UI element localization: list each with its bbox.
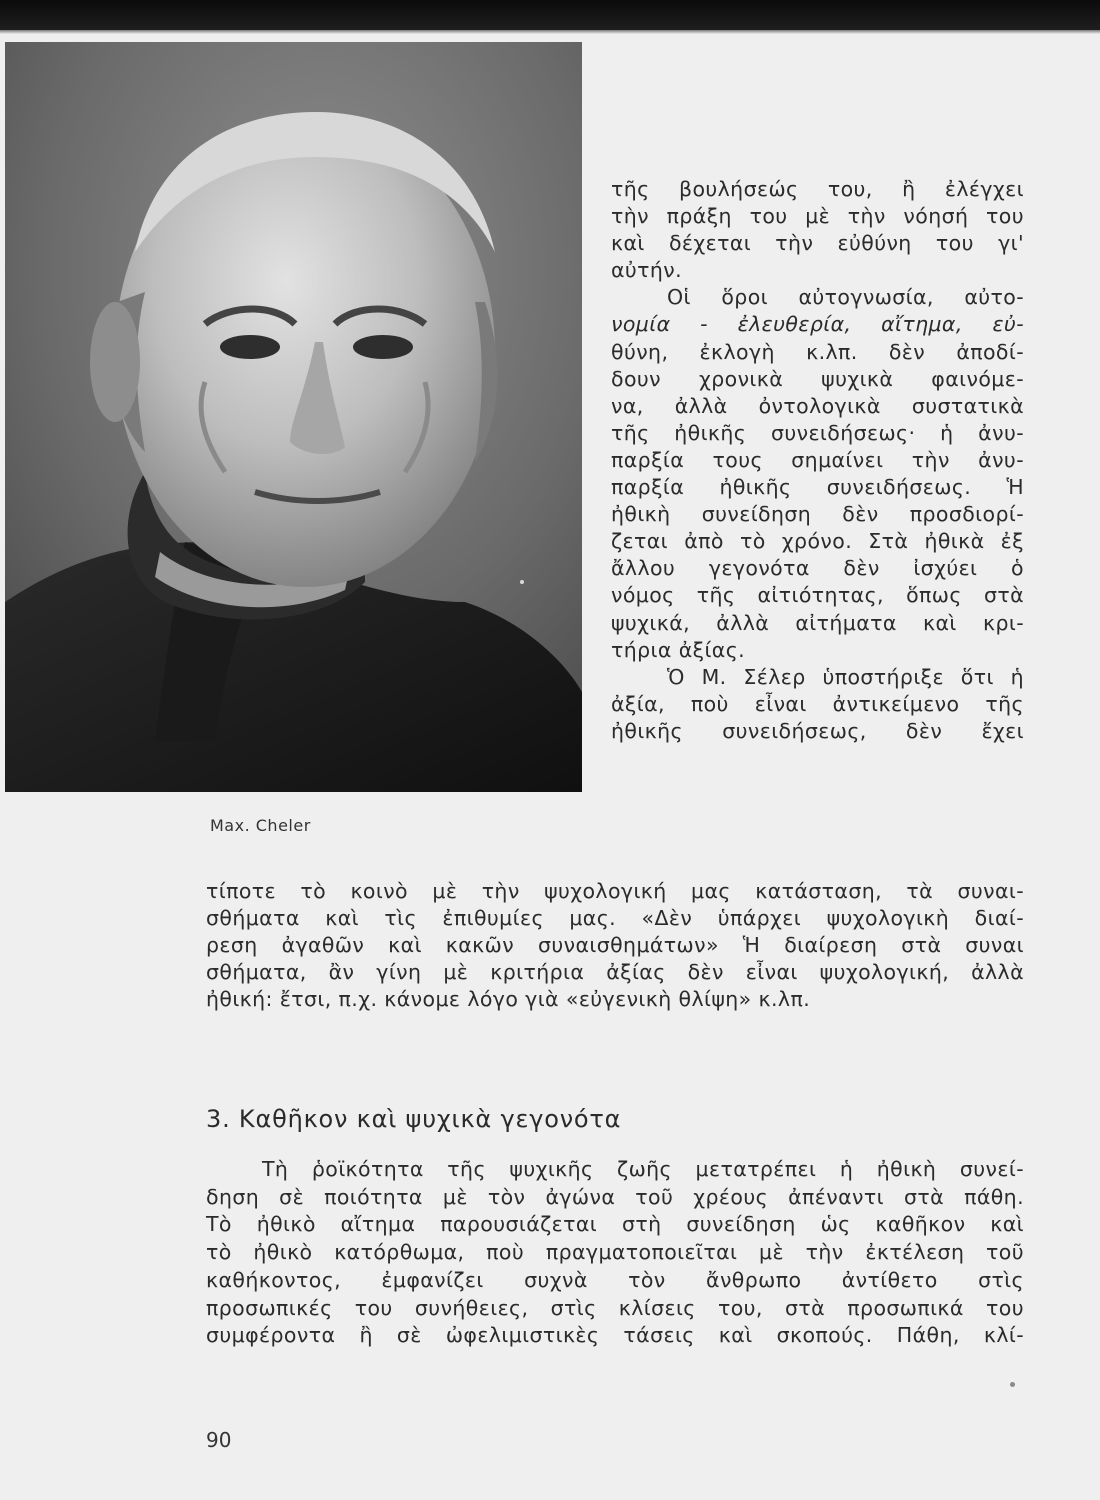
- text-line: καθήκοντος, ἐμφανίζει συχνὰ τὸν ἄνθρωπο ἀντίθετο στὶς: [206, 1267, 1024, 1292]
- text-line: τῆς βουλήσεώς του, ἢ ἐλέγχει: [611, 177, 1024, 201]
- text-line: τήρια ἀξίας.: [611, 637, 746, 662]
- text-line: δηση σὲ ποιότητα μὲ τὸν ἀγώνα τοῦ χρέους ἀπέναντι στὰ πάθη.: [206, 1184, 1024, 1209]
- text-line: τὴν πράξη του μὲ τὴν νόησή του: [611, 204, 1024, 229]
- text-line: ἠθικὴ συνείδηση δὲν προσδιορί-: [611, 502, 1024, 527]
- text-line: ἠθική: ἔτσι, π.χ. κάνομε λόγο γιὰ «εὐγενικὴ θλίψη» κ.λπ.: [206, 987, 811, 1012]
- full-width-text: [206, 878, 1024, 1013]
- page-number: 90: [206, 1428, 232, 1452]
- text-line: Ὁ Μ. Σέλερ ὑποστήριξε ὅτι ἡ: [667, 664, 1024, 689]
- text-line: νόμος τῆς αἰτιότητας, ὅπως στὰ: [611, 583, 1024, 608]
- text-line: Τὸ ἠθικὸ αἴτημα παρουσιάζεται στὴ συνείδηση ὡς καθῆκον καὶ: [206, 1212, 1024, 1237]
- portrait-photo: [5, 42, 582, 792]
- text-line: δουν χρονικὰ ψυχικὰ φαινόμε-: [611, 366, 1024, 391]
- text-line: θύνη, ἐκλογὴ κ.λπ. δὲν ἀποδί-: [611, 339, 1024, 364]
- scan-dark-edge: [0, 0, 1100, 30]
- text-line: παρξία τους σημαίνει τὴν ἀνυ-: [611, 447, 1024, 472]
- scan-speck: [520, 580, 524, 584]
- text-line: ἠθικῆς συνειδήσεως, δὲν ἔχει: [611, 718, 1024, 743]
- photo-caption: Max. Cheler: [210, 816, 311, 835]
- scan-speck: [1010, 1382, 1015, 1387]
- text-line: ἀξία, ποὺ εἶναι ἀντικείμενο τῆς: [611, 691, 1024, 716]
- scan-edge-shadow: [0, 30, 1100, 34]
- section-heading: 3. Καθῆκον καὶ ψυχικὰ γεγονότα: [206, 1105, 622, 1133]
- text-line: ρεση ἀγαθῶν καὶ κακῶν συναισθημάτων» Ἡ διαίρεση στὰ συναι: [206, 933, 1024, 958]
- text-line: τῆς ἠθικῆς συνειδήσεως· ἡ ἀνυ-: [611, 420, 1024, 445]
- text-line: ἄλλου γεγονότα δὲν ἰσχύει ὁ: [611, 556, 1024, 581]
- right-column-text: [611, 176, 1024, 745]
- section-body-text: [206, 1156, 1024, 1350]
- text-line: προσωπικές του συνήθειες, στὶς κλίσεις του, στὰ προσωπικά του: [206, 1295, 1024, 1320]
- portrait-illustration: [5, 42, 582, 792]
- text-line: αὐτήν.: [611, 258, 683, 283]
- text-line: νομία - ἐλευθερία, αἴτημα, εὐ-: [611, 312, 1024, 337]
- text-line: καὶ δέχεται τὴν εὐθύνη του γι': [611, 231, 1024, 256]
- text-line: σθήματα καὶ τὶς ἐπιθυμίες μας. «Δὲν ὑπάρχει ψυχολογικὴ διαί-: [206, 906, 1024, 931]
- text-line: Τὴ ῥοϊκότητα τῆς ψυχικῆς ζωῆς μετατρέπει ἡ ἠθικὴ συνεί-: [262, 1157, 1024, 1181]
- text-line: συμφέροντα ἢ σὲ ὠφελιμιστικὲς τάσεις καὶ σκοπούς. Πάθη, κλί-: [206, 1323, 1024, 1348]
- text-line: να, ἀλλὰ ὀντολογικὰ συστατικὰ: [611, 393, 1024, 418]
- text-line: σθήματα, ἂν γίνη μὲ κριτήρια ἀξίας δὲν εἶναι ψυχολογική, ἀλλὰ: [206, 960, 1024, 985]
- text-line: ψυχικά, ἀλλὰ αἰτήματα καὶ κρι-: [611, 610, 1024, 635]
- text-line: τίποτε τὸ κοινὸ μὲ τὴν ψυχολογική μας κατάσταση, τὰ συναι-: [206, 879, 1024, 903]
- text-line: ζεται ἀπὸ τὸ χρόνο. Στὰ ἠθικὰ ἐξ: [611, 529, 1024, 554]
- text-line: τὸ ἠθικὸ κατόρθωμα, ποὺ πραγματοποιεῖται μὲ τὴν ἐκτέλεση τοῦ: [206, 1240, 1024, 1265]
- text-line: παρξία ἠθικῆς συνειδήσεως. Ἡ: [611, 475, 1024, 500]
- text-line: Οἱ ὅροι αὐτογνωσία, αὐτο-: [667, 285, 1024, 310]
